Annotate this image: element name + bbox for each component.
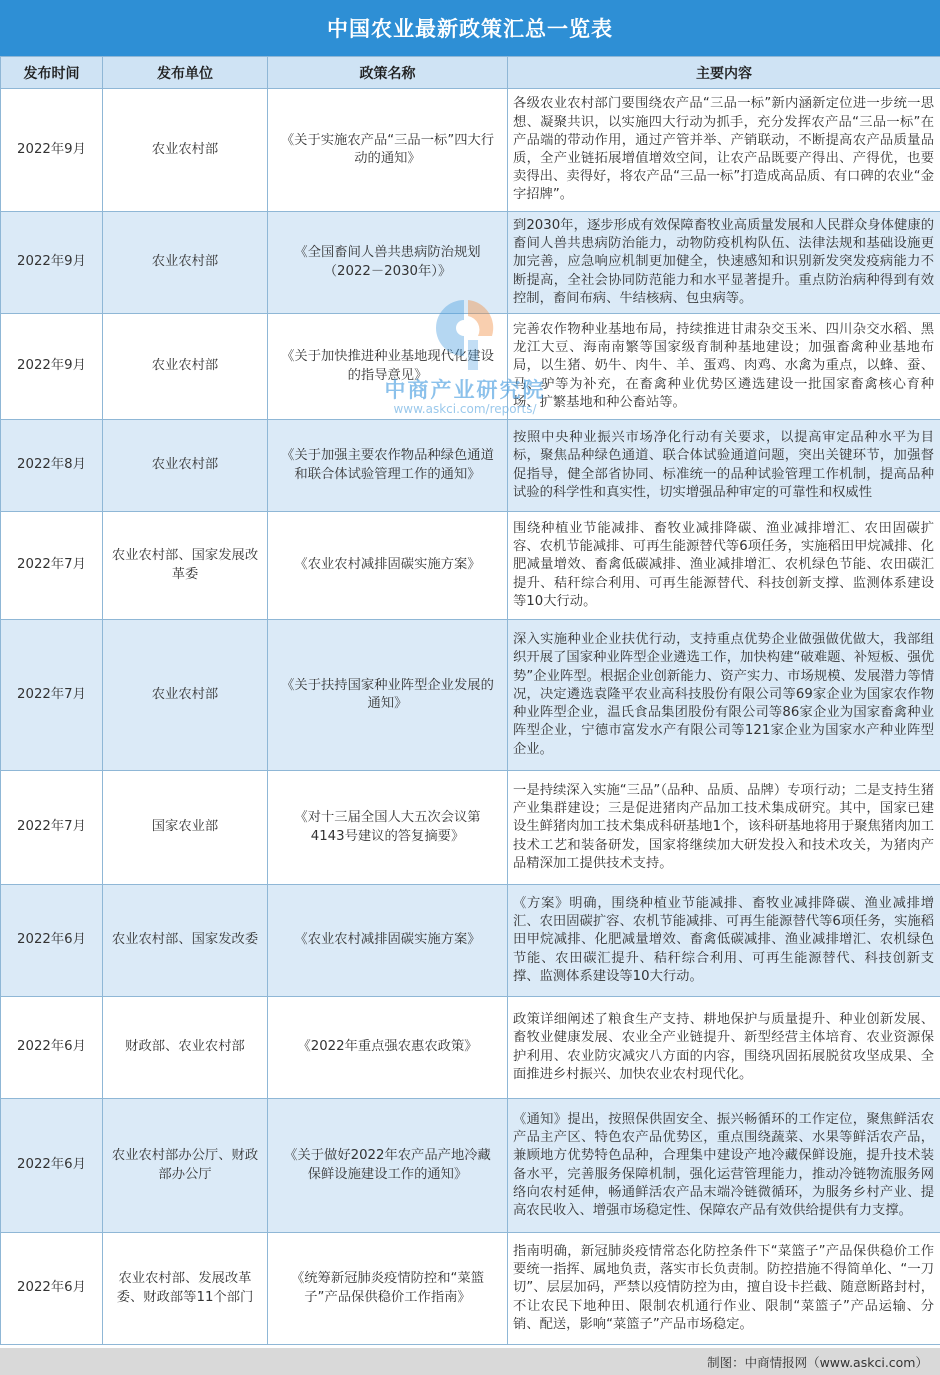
table-row xyxy=(1,212,940,314)
table-row xyxy=(1,314,940,420)
table-row xyxy=(1,620,940,771)
header-name: 政策名称 xyxy=(268,57,508,89)
table-row xyxy=(1,1099,940,1233)
cell-date: 2022年7月 xyxy=(1,771,103,885)
cell-date: 2022年6月 xyxy=(1,1099,103,1233)
policy-table xyxy=(0,56,940,1345)
cell-content: 一是持续深入实施“三品”（品种、品质、品牌）专项行动；二是支持生猪产业集群建设；三是促进猪肉产品加工技术集成研究。其中，国家已建设生鲜猪肉加工技术集成科研基地1个，该科研基地将用于聚焦猪肉加工技术工艺和装备研发，国家将继续加大研发投入和技术攻关，为猪肉产品精深加工提供技术支持。 xyxy=(508,771,940,885)
cell-policy-name: 《关于实施农产品“三品一标”四大行动的通知》 xyxy=(268,89,508,212)
cell-unit: 农业农村部、国家发展改革委 xyxy=(103,512,268,620)
cell-content: 深入实施种业企业扶优行动，支持重点优势企业做强做优做大，我部组织开展了国家种业阵型企业遴选工作，加快构建“破难题、补短板、强优势”企业阵型。根据企业创新能力、资产实力、市场规模、发展潜力等情况，决定遴选袁隆平农业高科技股份有限公司等69家企业为国家农作物种业阵型企业，温氏食品集团股份有限公司等86家企业为国家畜禽种业阵型企业，宁德市富发水产有限公司等121家企业为国家水产种业阵型企业。 xyxy=(508,620,940,771)
cell-unit: 农业农村部 xyxy=(103,212,268,314)
header-content: 主要内容 xyxy=(508,57,940,89)
cell-unit: 农业农村部 xyxy=(103,420,268,512)
watermark-url: www.askci.com/reports/ xyxy=(393,402,537,416)
cell-unit: 农业农村部 xyxy=(103,314,268,420)
cell-policy-name: 《关于加快推进种业基地现代化建设的指导意见》 xyxy=(268,314,508,420)
table-row xyxy=(1,885,940,997)
cell-content: 到2030年，逐步形成有效保障畜牧业高质量发展和人民群众身体健康的畜间人兽共患病防治能力，动物防疫机构队伍、法律法规和基础设施更加完善，应急响应机制更加健全，快速感知和识别新发突发疫病能力不断提高，全社会协同防范能力和水平显著提升。重点防治病种得到有效控制，畜间布病、牛结核病、包虫病等。 xyxy=(508,212,940,314)
cell-content: 完善农作物种业基地布局，持续推进甘肃杂交玉米、四川杂交水稻、黑龙江大豆、海南南繁等国家级育制种基地建设；加强畜禽种业基地布局，以生猪、奶牛、肉牛、羊、蛋鸡、肉鸡、水禽为重点，以蜂、蚕、马、驴等为补充，在畜禽种业优势区遴选建设一批国家畜禽核心育种场、扩繁基地和种公畜站等。 xyxy=(508,314,940,420)
cell-policy-name: 《对十三届全国人大五次会议第4143号建议的答复摘要》 xyxy=(268,771,508,885)
cell-date: 2022年9月 xyxy=(1,212,103,314)
cell-policy-name: 《关于加强主要农作物品种绿色通道和联合体试验管理工作的通知》 xyxy=(268,420,508,512)
header-row xyxy=(1,57,940,89)
cell-date: 2022年8月 xyxy=(1,420,103,512)
cell-date: 2022年7月 xyxy=(1,620,103,771)
cell-unit: 农业农村部、国家发改委 xyxy=(103,885,268,997)
header-unit: 发布单位 xyxy=(103,57,268,89)
cell-content: 指南明确，新冠肺炎疫情常态化防控条件下“菜篮子”产品保供稳价工作要统一指挥、属地负责，落实市长负责制。防控措施不得简单化、“一刀切”、层层加码，严禁以疫情防控为由，擅自设卡拦截、随意断路封村，不让农民下地种田、限制农机通行作业、限制“菜篮子”产品运输、分销、配送，影响“菜篮子”产品市场稳定。 xyxy=(508,1233,940,1345)
cell-content: 各级农业农村部门要围绕农产品“三品一标”新内涵新定位进一步统一思想、凝聚共识，以实施四大行动为抓手，充分发挥农产品“三品一标”在产品端的带动作用，通过产管并举、产销联动，不断提高农产品质量品质，全产业链拓展增值增效空间，让农产品既要产得出、产得优，也要卖得出、卖得好，将农产品“三品一标”打造成高品质、有口碑的农业“金字招牌”。 xyxy=(508,89,940,212)
cell-date: 2022年6月 xyxy=(1,885,103,997)
cell-policy-name: 《农业农村减排固碳实施方案》 xyxy=(268,512,508,620)
cell-unit: 农业农村部、发展改革委、财政部等11个部门 xyxy=(103,1233,268,1345)
table-row xyxy=(1,997,940,1099)
table-row xyxy=(1,771,940,885)
cell-date: 2022年9月 xyxy=(1,314,103,420)
cell-unit: 农业农村部办公厅、财政部办公厅 xyxy=(103,1099,268,1233)
cell-content: 围绕种植业节能减排、畜牧业减排降碳、渔业减排增汇、农田固碳扩容、农机节能减排、可再生能源替代等6项任务，实施稻田甲烷减排、化肥减量增效、畜禽低碳减排、渔业减排增汇、农机绿色节能、农田碳汇提升、秸秆综合利用、可再生能源替代、科技创新支撑、监测体系建设等10大行动。 xyxy=(508,512,940,620)
cell-policy-name: 《全国畜间人兽共患病防治规划（2022－2030年）》 xyxy=(268,212,508,314)
table-row xyxy=(1,89,940,212)
table-row xyxy=(1,420,940,512)
cell-unit: 农业农村部 xyxy=(103,89,268,212)
cell-content: 按照中央种业振兴市场净化行动有关要求，以提高审定品种水平为目标，聚焦品种绿色通道、联合体试验通道问题，突出关键环节，加强督促指导，健全部省协同、标准统一的品种试验管理工作机制，提高品种试验的科学性和真实性，切实增强品种审定的可靠性和权威性 xyxy=(508,420,940,512)
cell-content: 政策详细阐述了粮食生产支持、耕地保护与质量提升、种业创新发展、畜牧业健康发展、农业全产业链提升、新型经营主体培育、农业资源保护利用、农业防灾减灾八方面的内容，围绕巩固拓展脱贫攻坚成果、全面推进乡村振兴、加快农业农村现代化。 xyxy=(508,997,940,1099)
header-date: 发布时间 xyxy=(1,57,103,89)
table-row xyxy=(1,1233,940,1345)
cell-unit: 财政部、农业农村部 xyxy=(103,997,268,1099)
cell-policy-name: 《关于扶持国家种业阵型企业发展的通知》 xyxy=(268,620,508,771)
cell-content: 《方案》明确，围绕种植业节能减排、畜牧业减排降碳、渔业减排增汇、农田固碳扩容、农机节能减排、可再生能源替代等6项任务，实施稻田甲烷减排、化肥减量增效、畜禽低碳减排、渔业减排增汇、农机绿色节能、农田碳汇提升、秸秆综合利用、可再生能源替代、科技创新支撑、监测体系建设等10大行动。 xyxy=(508,885,940,997)
cell-policy-name: 《农业农村减排固碳实施方案》 xyxy=(268,885,508,997)
cell-policy-name: 《关于做好2022年农产品产地冷藏保鲜设施建设工作的通知》 xyxy=(268,1099,508,1233)
cell-unit: 国家农业部 xyxy=(103,771,268,885)
cell-policy-name: 《2022年重点强农惠农政策》 xyxy=(268,997,508,1099)
cell-unit: 农业农村部 xyxy=(103,620,268,771)
cell-date: 2022年6月 xyxy=(1,997,103,1099)
table-title: 中国农业最新政策汇总一览表 xyxy=(0,0,940,56)
cell-date: 2022年6月 xyxy=(1,1233,103,1345)
cell-policy-name: 《统筹新冠肺炎疫情防控和“菜篮子”产品保供稳价工作指南》 xyxy=(268,1233,508,1345)
table-row xyxy=(1,512,940,620)
source-footer: 制图：中商情报网（www.askci.com） xyxy=(0,1348,940,1375)
cell-date: 2022年7月 xyxy=(1,512,103,620)
cell-content: 《通知》提出，按照保供固安全、振兴畅循环的工作定位，聚焦鲜活农产品主产区、特色农产品优势区，重点围绕蔬菜、水果等鲜活农产品，兼顾地方优势特色品种，合理集中建设产地冷藏保鲜设施，提升技术装备水平，完善服务保障机制，强化运营管理能力，推动冷链物流服务网络向农村延伸，畅通鲜活农产品末端冷链微循环，为服务乡村产业、提高农民收入、增强市场稳定性、保障农产品有效供给提供有力支撑。 xyxy=(508,1099,940,1233)
watermark-name: 中商产业研究院 xyxy=(384,378,546,402)
cell-date: 2022年9月 xyxy=(1,89,103,212)
